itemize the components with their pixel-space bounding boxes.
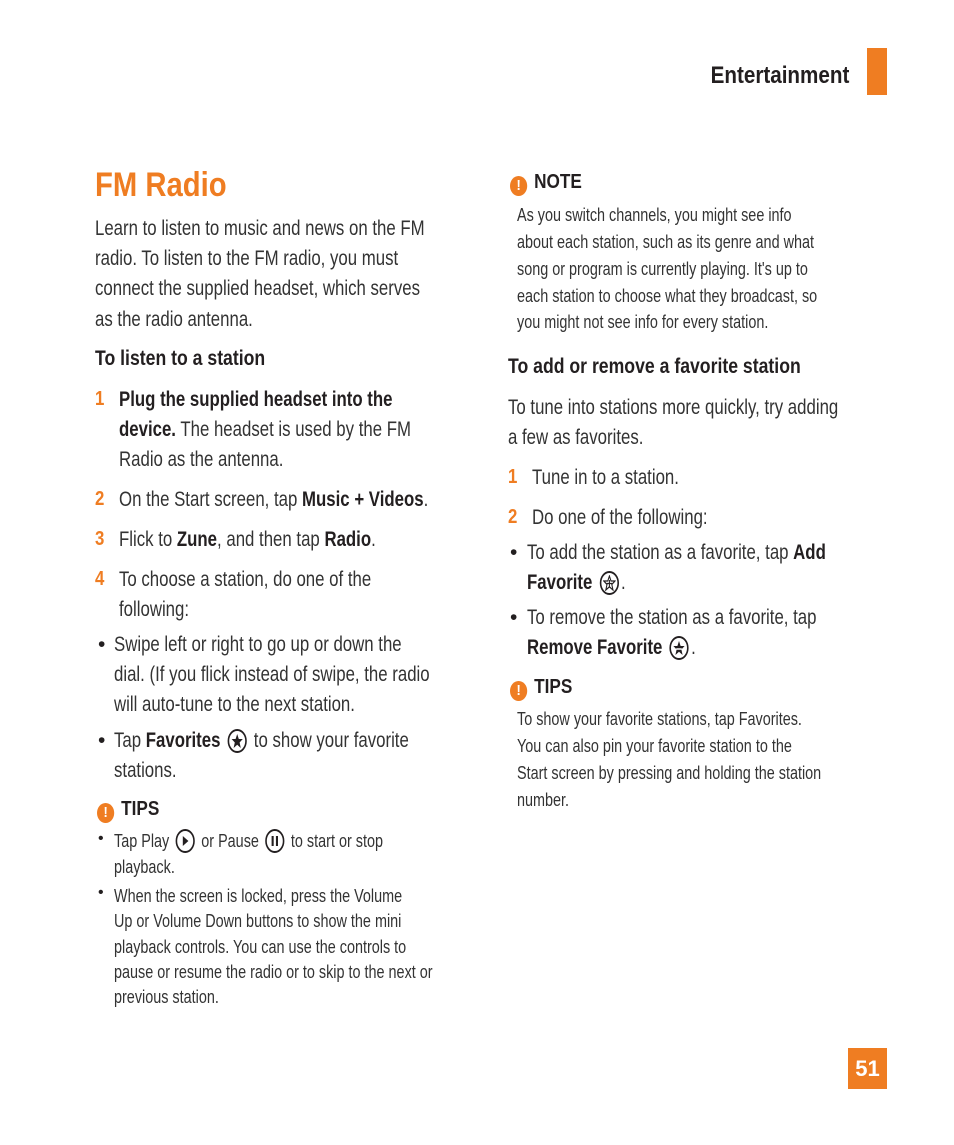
step-number: 1 xyxy=(95,388,105,410)
intro-line: Learn to listen to music and news on the FM xyxy=(95,217,425,240)
right-tips-line: To show your favorite stations, tap Favorites. xyxy=(517,709,802,729)
step-number: 2 xyxy=(95,488,105,510)
tip2-line: Up or Volume Down buttons to show the mini xyxy=(114,911,402,931)
bullet1-line: will auto-tune to the next station. xyxy=(114,693,355,716)
step-number: 1 xyxy=(508,466,518,488)
bullet1-line: dial. (If you flick instead of swipe, the radio xyxy=(114,663,430,686)
tip2-line: previous station. xyxy=(114,987,219,1007)
right-tips-line: Start screen by pressing and holding the station xyxy=(517,763,822,783)
bullet-dot: • xyxy=(98,729,106,752)
step1-line2: device. The headset is used by the FM xyxy=(119,418,411,441)
fav-bullet2-line1: To remove the station as a favorite, tap xyxy=(527,606,817,629)
tip1-line1: Tap Play or Pause to start or stop xyxy=(114,831,383,851)
tip2-line: playback controls. You can use the controls to xyxy=(114,937,407,957)
alert-icon: ! xyxy=(510,176,527,196)
fav-bullet1-line2: Favorite . xyxy=(527,571,626,594)
favorite-heading: To add or remove a favorite station xyxy=(508,355,801,378)
tip1-line2: playback. xyxy=(114,857,175,877)
bullet1-line: Swipe left or right to go up or down the xyxy=(114,633,402,656)
fav-step1-text: Tune in to a station. xyxy=(532,466,679,489)
bullet-dot: • xyxy=(98,633,106,656)
fav-intro-line: To tune into stations more quickly, try adding xyxy=(508,396,839,419)
page-title: FM Radio xyxy=(95,166,227,204)
fav-intro-line: a few as favorites. xyxy=(508,426,644,449)
play-icon xyxy=(176,829,195,853)
note-line: As you switch channels, you might see info xyxy=(517,205,792,225)
step2-text: On the Start screen, tap Music + Videos. xyxy=(119,488,429,511)
intro-line: radio. To listen to the FM radio, you must xyxy=(95,247,399,270)
step4-line2: following: xyxy=(119,598,190,621)
bullet-dot: • xyxy=(98,884,104,901)
alert-icon: ! xyxy=(510,681,527,701)
note-line: each station to choose what they broadcast, so xyxy=(517,286,818,306)
section-label: Entertainment xyxy=(710,62,849,89)
pause-icon xyxy=(265,829,284,853)
bullet-dot: • xyxy=(98,830,104,847)
note-line: song or program is currently playing. It's up to xyxy=(517,259,808,279)
bullet-dot: • xyxy=(510,606,518,629)
step-number: 2 xyxy=(508,506,518,528)
favorites-star-icon xyxy=(228,729,247,753)
tip2-line: When the screen is locked, press the Volume xyxy=(114,886,403,906)
note-line: you might not see info for every station. xyxy=(517,312,769,332)
tips-heading: ! TIPS xyxy=(510,676,572,701)
note-line: about each station, such as its genre and what xyxy=(517,232,814,252)
step1-line1: Plug the supplied headset into the xyxy=(119,388,393,411)
fav-bullet1-line1: To add the station as a favorite, tap Add xyxy=(527,541,826,564)
listen-heading: To listen to a station xyxy=(95,347,266,370)
step4-line1: To choose a station, do one of the xyxy=(119,568,372,591)
page-number: 51 xyxy=(848,1048,887,1089)
intro-line: connect the supplied headset, which serves xyxy=(95,277,420,300)
step-number: 4 xyxy=(95,568,105,590)
right-tips-line: You can also pin your favorite station to the xyxy=(517,736,792,756)
tips-heading: ! TIPS xyxy=(97,798,159,823)
section-tab-marker xyxy=(867,48,887,95)
bullet2-line2: stations. xyxy=(114,759,177,782)
step-number: 3 xyxy=(95,528,105,550)
remove-favorite-icon xyxy=(669,636,688,660)
note-heading: ! NOTE xyxy=(510,171,582,196)
fav-bullet2-line2: Remove Favorite . xyxy=(527,636,696,659)
add-favorite-icon xyxy=(599,571,618,595)
bullet2-line1: Tap Favorites to show your favorite xyxy=(114,729,409,752)
alert-icon: ! xyxy=(97,803,114,823)
intro-line: as the radio antenna. xyxy=(95,308,253,331)
tip2-line: pause or resume the radio or to skip to the next or xyxy=(114,962,433,982)
step3-text: Flick to Zune, and then tap Radio. xyxy=(119,528,376,551)
fav-step2-text: Do one of the following: xyxy=(532,506,708,529)
step1-line3: Radio as the antenna. xyxy=(119,448,284,471)
right-tips-line: number. xyxy=(517,790,570,810)
bullet-dot: • xyxy=(510,541,518,564)
